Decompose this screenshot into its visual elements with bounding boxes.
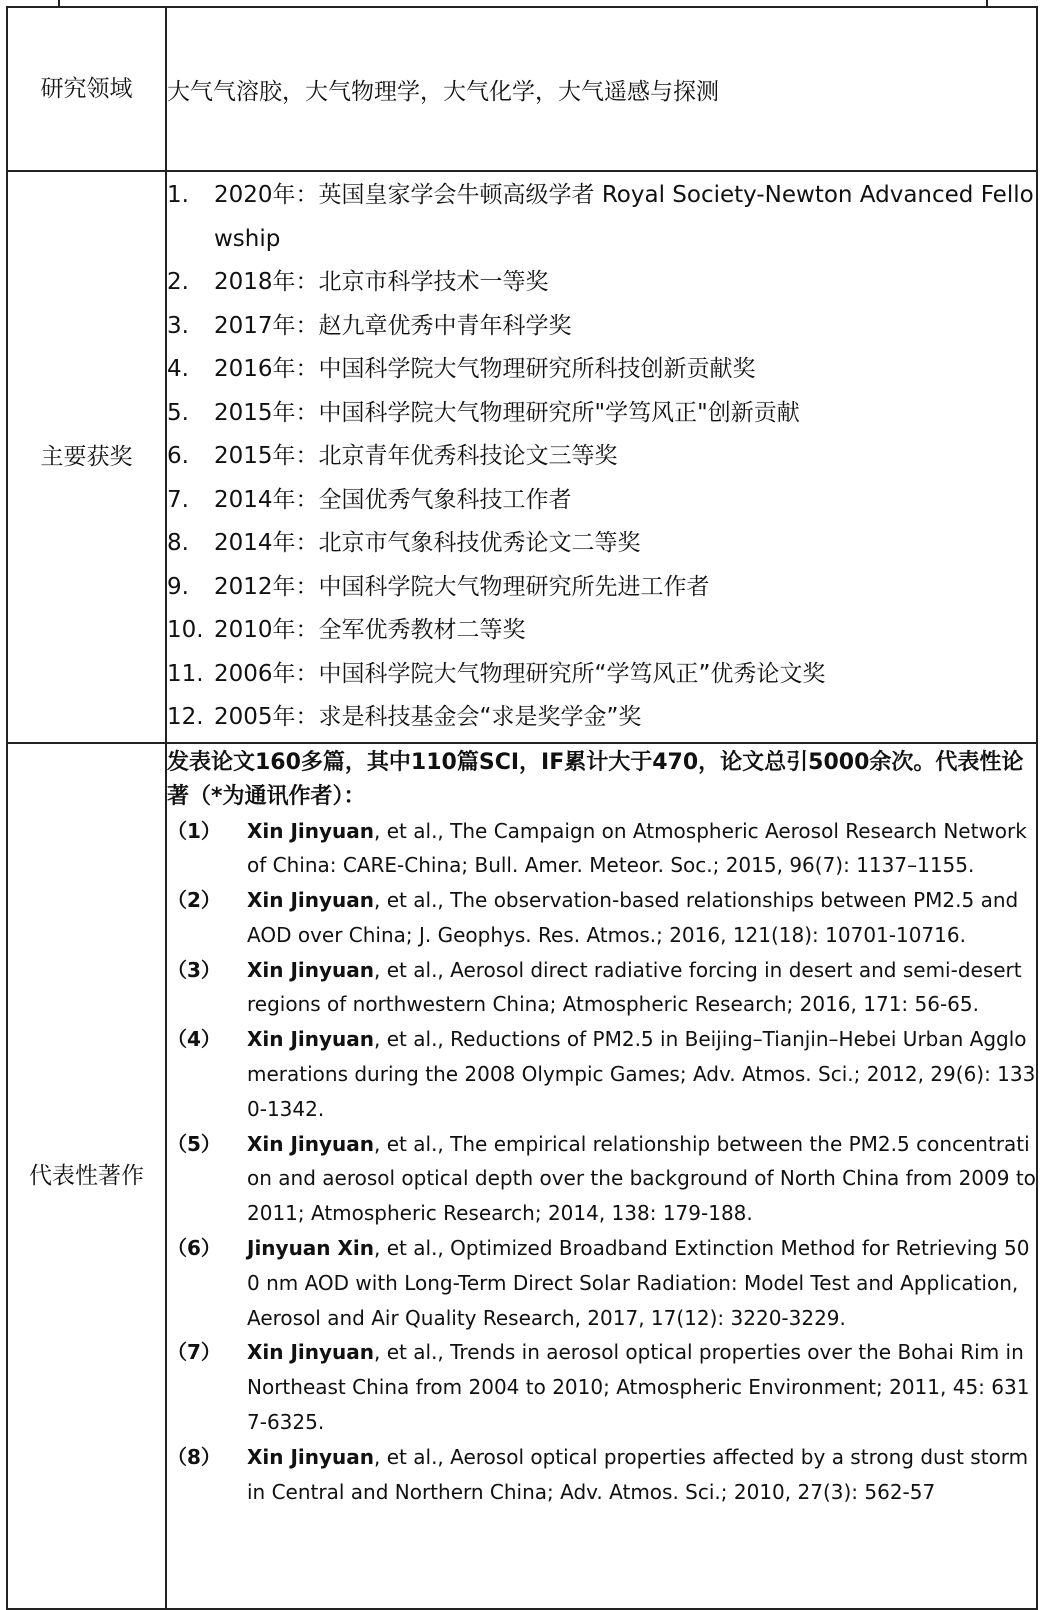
publication-details: , et al., Trends in aerosol optical properties over the Bohai Rim in Northeast China from 2004 to 2010; Atmospheric Environment; 2011, 45: 6317-6325. [247, 1340, 1030, 1435]
publication-details: , et al., Optimized Broadband Extinction Method for Retrieving 500 nm AOD with Long-Term Direct Solar Radiation: Model Test and Application, Aerosol and Air Quality Research, 2017, 17(12): 3220-3229. [247, 1236, 1030, 1330]
publication-item [167, 1022, 1036, 1126]
publication-author: Jinyuan Xin [247, 1236, 375, 1261]
publication-item [167, 1335, 1036, 1439]
award-number: 10. [167, 617, 204, 643]
award-text: 2014年：北京市气象科技优秀论文二等奖 [214, 530, 641, 556]
publication-citation [247, 953, 1036, 1023]
awards-label: 主要获奖 [7, 171, 166, 743]
publication-author: Xin Jinyuan [247, 957, 375, 982]
publication-citation [247, 1127, 1036, 1231]
award-number: 9. [167, 573, 189, 600]
publication-item [167, 814, 1036, 884]
award-item [167, 609, 1036, 653]
publication-citation [247, 1440, 1036, 1510]
publication-author: Xin Jinyuan [247, 888, 375, 913]
publication-number: （2） [167, 888, 221, 913]
award-item [167, 174, 1036, 261]
award-item [167, 261, 1036, 305]
award-item [167, 435, 1036, 479]
award-text: 2020年：英国皇家学会牛顿高级学者 Royal Society-Newton Advanced Fellowship [214, 182, 1034, 252]
publication-number: （8） [167, 1444, 221, 1469]
award-text: 2016年：中国科学院大气物理研究所科技创新贡献奖 [214, 356, 756, 382]
award-item [167, 522, 1036, 566]
publications-cell [166, 743, 1037, 1609]
publication-number: （5） [167, 1131, 221, 1156]
award-text: 2017年：赵九章优秀中青年科学奖 [214, 312, 572, 339]
award-number: 7. [167, 486, 189, 513]
publication-item [167, 1127, 1036, 1231]
award-number: 3. [167, 312, 189, 339]
publication-citation [247, 1022, 1036, 1126]
research-field-text: 大气气溶胶，大气物理学，大气化学，大气遥感与探测 [167, 78, 719, 105]
award-item [167, 305, 1036, 349]
publication-item [167, 1231, 1036, 1335]
publication-number: （6） [167, 1236, 221, 1261]
award-number: 6. [167, 443, 189, 469]
publication-details: , et al., The empirical relationship between the PM2.5 concentration and aerosol optical depth over the background of North China from 2009 to 2011; Atmospheric Research; 2014, 138: 179-188. [247, 1131, 1036, 1226]
awards-list [167, 172, 1036, 742]
award-text: 2015年：中国科学院大气物理研究所"学笃风正"创新贡献 [214, 399, 800, 426]
award-text: 2006年：中国科学院大气物理研究所“学笃风正”优秀论文奖 [214, 660, 826, 687]
award-text: 2012年：中国科学院大气物理研究所先进工作者 [214, 573, 710, 600]
award-item [167, 479, 1036, 523]
award-number: 2. [167, 269, 189, 295]
publication-citation [247, 814, 1036, 884]
table-row-awards [7, 171, 1037, 743]
publication-details: , et al., Aerosol direct radiative forcing in desert and semi-desert regions of northwestern China; Atmospheric Research; 2016, 171: 56-65. [247, 957, 1022, 1017]
publication-details: , et al., Reductions of PM2.5 in Beijing–Tianjin–Hebei Urban Agglomerations during the 2008 Olympic Games; Adv. Atmos. Sci.; 2012, 29(6): 1330-1342. [247, 1027, 1036, 1121]
publication-number: （1） [167, 818, 221, 843]
award-text: 2005年：求是科技基金会“求是奖学金”奖 [214, 704, 642, 730]
award-text: 2010年：全军优秀教材二等奖 [214, 617, 526, 643]
award-item [167, 348, 1036, 392]
award-item [167, 392, 1036, 436]
publication-item [167, 953, 1036, 1023]
publication-item [167, 883, 1036, 953]
award-item [167, 653, 1036, 697]
publication-citation [247, 883, 1036, 953]
publications-summary: 发表论文160多篇，其中110篇SCI，IF累计大于470，论文总引5000余次。代表性论著（*为通讯作者）： [167, 749, 1024, 809]
publication-details: , et al., Aerosol optical properties affected by a strong dust storm in Central and Northern China; Adv. Atmos. Sci.; 2010, 27(3): 562-57 [247, 1444, 1029, 1504]
publication-author: Xin Jinyuan [247, 1340, 375, 1365]
publication-number: （3） [167, 957, 221, 982]
publication-details: , et al., The Campaign on Atmospheric Aerosol Research Network of China: CARE-China; Bull. Amer. Meteor. Soc.; 2015, 96(7): 1137–1155. [247, 818, 1027, 878]
publication-item [167, 1440, 1036, 1510]
research-field-value [166, 7, 1037, 171]
publication-author: Xin Jinyuan [247, 1444, 375, 1469]
profile-table [6, 6, 1038, 1610]
publication-author: Xin Jinyuan [247, 1131, 375, 1156]
award-item [167, 566, 1036, 610]
award-number: 4. [167, 356, 189, 382]
table-row-publications [7, 743, 1037, 1609]
publication-number: （4） [167, 1027, 221, 1052]
award-number: 12. [167, 704, 204, 730]
publications-label: 代表性著作 [7, 743, 166, 1609]
publication-author: Xin Jinyuan [247, 1027, 375, 1052]
publication-citation [247, 1335, 1036, 1439]
award-item [167, 696, 1036, 740]
award-text: 2014年：全国优秀气象科技工作者 [214, 486, 572, 513]
award-text: 2018年：北京市科学技术一等奖 [214, 269, 549, 295]
publication-number: （7） [167, 1340, 221, 1365]
publication-details: , et al., The observation-based relationships between PM2.5 and AOD over China; J. Geophys. Res. Atmos.; 2016, 121(18): 10701-10716. [247, 888, 1019, 947]
award-number: 5. [167, 399, 189, 426]
award-text: 2015年：北京青年优秀科技论文三等奖 [214, 443, 618, 469]
publication-author: Xin Jinyuan [247, 818, 375, 843]
research-field-label: 研究领域 [7, 7, 166, 171]
publications-list [167, 814, 1036, 1510]
table-row-research-field [7, 7, 1037, 171]
award-number: 8. [167, 530, 189, 556]
awards-cell [166, 171, 1037, 743]
publication-citation [247, 1231, 1036, 1335]
award-number: 1. [167, 182, 189, 208]
award-number: 11. [167, 660, 204, 687]
